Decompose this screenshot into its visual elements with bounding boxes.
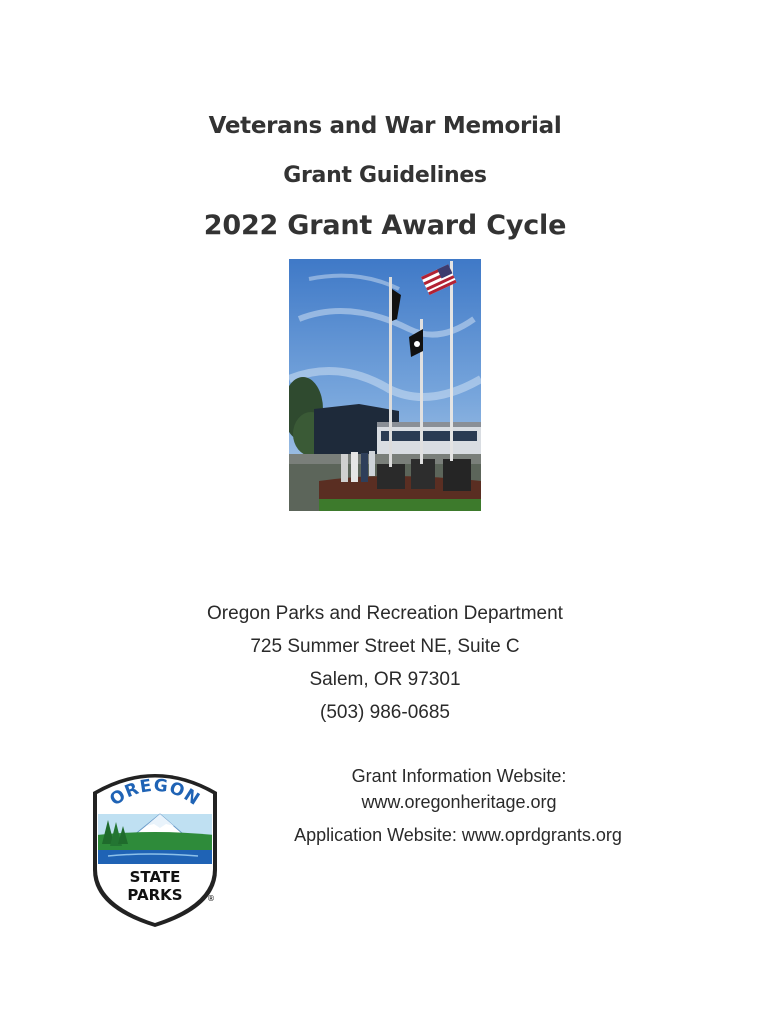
- application-website[interactable]: Application Website: www.oprdgrants.org: [294, 825, 622, 845]
- street-address: 725 Summer Street NE, Suite C: [250, 636, 520, 657]
- registered-mark: ®: [207, 894, 215, 903]
- organization-name: Oregon Parks and Recreation Department: [207, 603, 563, 624]
- grant-info-url[interactable]: www.oregonheritage.org: [361, 792, 557, 812]
- oregon-state-parks-logo-icon: [88, 770, 223, 928]
- grant-info-label: Grant Information Website:: [351, 766, 567, 786]
- logo-top-text: OREGON: [106, 775, 204, 811]
- logo-parks-text: PARKS: [127, 886, 183, 904]
- document-subtitle: Grant Guidelines: [283, 163, 487, 188]
- logo-state-text: STATE: [129, 868, 181, 886]
- document-title: Veterans and War Memorial: [208, 113, 562, 139]
- city-state-zip: Salem, OR 97301: [309, 669, 461, 690]
- grant-cycle-title: 2022 Grant Award Cycle: [203, 210, 567, 241]
- memorial-flag-photo: [289, 259, 481, 511]
- phone-number: (503) 986-0685: [320, 702, 450, 723]
